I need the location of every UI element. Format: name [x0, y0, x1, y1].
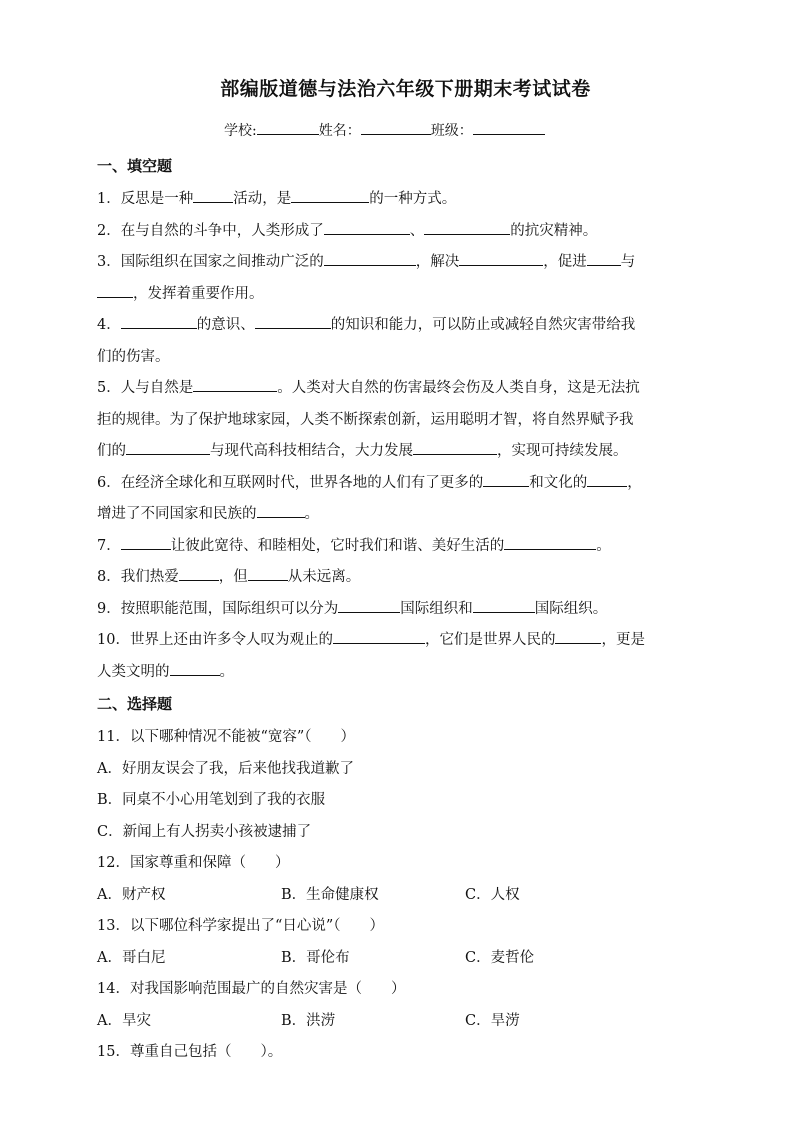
question-line: 增进了不同国家和民族的 。 — [97, 499, 702, 531]
option-b[interactable]: B．生命健康权 — [281, 886, 379, 903]
answer-blank[interactable] — [255, 314, 331, 329]
question-line: 人类文明的 。 — [97, 657, 702, 689]
question-line: 7． 让彼此宽待、和睦相处，它时我们和谐、美好生活的 。 — [97, 531, 702, 563]
answer-blank[interactable] — [555, 629, 601, 644]
option-a[interactable]: A．财产权 — [97, 886, 166, 903]
answer-blank[interactable] — [324, 220, 410, 235]
school-label: 学校: — [224, 123, 257, 139]
question-line: 4． 的意识、 的知识和能力，可以防止或减轻自然灾害带给我 — [97, 310, 702, 342]
answer-blank[interactable] — [121, 314, 197, 329]
question-14-options — [97, 1006, 702, 1038]
question-line: 们的 与现代高科技相结合，大力发展 ，实现可持续发展。 — [97, 436, 702, 468]
answer-blank[interactable] — [587, 251, 621, 266]
question-11-option-a[interactable]: A．好朋友误会了我，后来他找我道歉了 — [97, 760, 354, 777]
option-a[interactable]: A．旱灾 — [97, 1012, 151, 1029]
question-line: 5．人与自然是 。人类对大自然的伤害最终会伤及人类自身，这是无法抗 — [97, 373, 702, 405]
question-line: 拒的规律。为了保护地球家园，人类不断探索创新，运用聪明才智，将自然界赋予我 — [97, 411, 634, 428]
question-line: 6．在经济全球化和互联网时代，世界各地的人们有了更多的 和文化的 ， — [97, 468, 702, 500]
class-label: 班级： — [430, 123, 473, 139]
answer-blank[interactable] — [424, 220, 510, 235]
question-line: 3．国际组织在国家之间推动广泛的 ，解决 ，促进 与 — [97, 247, 702, 279]
exam-title: 部编版道德与法治六年级下册期末考试试卷 — [220, 78, 591, 100]
question-line: 们的伤害。 — [97, 348, 170, 365]
question-12-options — [97, 880, 702, 912]
section-choice-heading: 二、选择题 — [97, 695, 173, 713]
answer-blank[interactable] — [587, 472, 627, 487]
school-blank[interactable] — [257, 120, 319, 135]
answer-blank[interactable] — [338, 598, 400, 613]
answer-blank[interactable] — [121, 535, 171, 550]
option-b[interactable]: B．哥伦布 — [281, 949, 350, 966]
question-13: 13．以下哪位科学家提出了“日心说”（ ） — [97, 918, 385, 934]
question-line: ，发挥着重要作用。 — [97, 279, 702, 311]
answer-blank[interactable] — [126, 440, 210, 455]
answer-blank[interactable] — [193, 377, 277, 392]
student-info-line — [97, 120, 702, 140]
question-14: 14．对我国影响范围最广的自然灾害是（ ） — [97, 981, 406, 997]
answer-blank[interactable] — [459, 251, 543, 266]
answer-blank[interactable] — [473, 598, 535, 613]
question-11-option-c[interactable]: C．新闻上有人拐卖小孩被逮捕了 — [97, 823, 312, 840]
answer-blank[interactable] — [324, 251, 416, 266]
question-line: 2．在与自然的斗争中，人类形成了 、 的抗灾精神。 — [97, 216, 702, 248]
option-a[interactable]: A．哥白尼 — [97, 949, 166, 966]
answer-blank[interactable] — [97, 283, 133, 298]
question-15: 15．尊重自己包括（ ）。 — [97, 1044, 283, 1060]
answer-blank[interactable] — [248, 566, 288, 581]
option-c[interactable]: C．旱涝 — [465, 1012, 520, 1029]
question-line: 8．我们热爱 ，但 从未远离。 — [97, 562, 702, 594]
answer-blank[interactable] — [333, 629, 425, 644]
option-b[interactable]: B．洪涝 — [281, 1012, 336, 1029]
question-11: 11．以下哪种情况不能被“宽容”（ ） — [97, 729, 356, 745]
answer-blank[interactable] — [413, 440, 497, 455]
question-13-options — [97, 943, 702, 975]
option-c[interactable]: C．麦哲伦 — [465, 949, 535, 966]
option-c[interactable]: C．人权 — [465, 886, 520, 903]
answer-blank[interactable] — [179, 566, 219, 581]
answer-blank[interactable] — [483, 472, 529, 487]
answer-blank[interactable] — [170, 661, 220, 676]
question-line: 1．反思是一种 活动，是 的一种方式。 — [97, 184, 702, 216]
section-fill-heading: 一、填空题 — [97, 157, 173, 175]
name-label: 姓名： — [318, 123, 361, 139]
question-11-option-b[interactable]: B．同桌不小心用笔划到了我的衣服 — [97, 792, 326, 808]
answer-blank[interactable] — [291, 188, 369, 203]
question-line: 10．世界上还由许多令人叹为观止的 ，它们是世界人民的 ，更是 — [97, 625, 702, 657]
class-blank[interactable] — [473, 120, 545, 135]
answer-blank[interactable] — [193, 188, 233, 203]
question-12: 12．国家尊重和保障（ ） — [97, 855, 290, 871]
answer-blank[interactable] — [257, 503, 305, 518]
question-line: 9．按照职能范围，国际组织可以分为 国际组织和 国际组织。 — [97, 594, 702, 626]
name-blank[interactable] — [361, 120, 431, 135]
answer-blank[interactable] — [504, 535, 596, 550]
